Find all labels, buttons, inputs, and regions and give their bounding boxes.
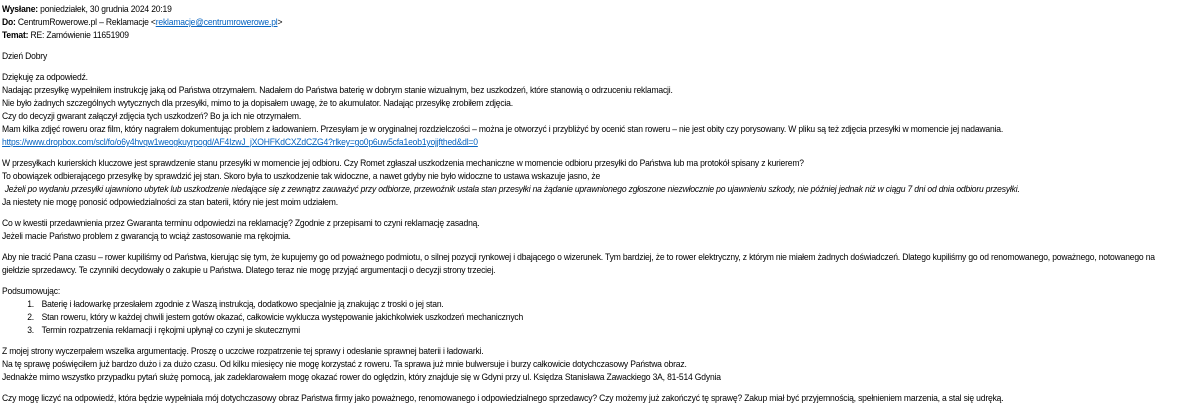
subject-header-line <box>2 29 1080 42</box>
subject-value: RE: Zamówienie 11651909 <box>28 30 129 41</box>
to-value-prefix: CentrumRowerowe.pl – Reklamacje < <box>15 17 156 28</box>
list-marker: 1. <box>27 299 34 310</box>
sent-header-line <box>2 3 1080 16</box>
to-label: Do: <box>2 17 16 28</box>
sent-value: poniedziałek, 30 grudnia 2024 20:19 <box>37 4 172 15</box>
body-line: Co w kwestii przedawnienia przez Gwaranta terminu odpowiedzi na reklamację? Zgodnie z przepisami to czyni reklamację zasadną. <box>2 218 480 229</box>
recipient-email-link[interactable]: reklamacje@centrumrowerowe.pl <box>155 17 278 28</box>
blank-line <box>2 384 1200 392</box>
blank-line <box>2 277 1200 285</box>
closing-line: Czy mogę liczyć na odpowiedź, która będzie wypełniała mój dotychczasowy obraz Państwa firmy jako poważnego, renomowanego i odpowiedzialnego sprzedawcy? Czy możemy już zakończyć tę sprawę? Zakup miał być przyjemnością, spełnieniem marzenia, a stal się udręką. <box>2 393 1004 404</box>
list-text: Baterię i ładowarkę przesłałem zgodnie z Waszą instrukcją, dodatkowo specjalnie ją znakując z troski o jej stan. <box>41 299 444 310</box>
to-value-suffix: > <box>277 17 283 28</box>
greeting: Dzień Dobry <box>2 51 48 62</box>
list-item <box>2 324 1080 337</box>
dropbox-link[interactable]: https://www.dropbox.com/scl/fo/o6y4hvqw1weogkuyrpogd/AF4IzwJ_jXOHFKdCXZdCZG4?rlkey=go0p6uw5cfa1eob1yojjfthed&dl=0 <box>2 137 478 148</box>
list-marker: 2. <box>27 312 34 323</box>
body-line: giełdzie sprzedawcy. Te czynniki decydowały o zakupie u Państwa. Dlatego teraz nie mogę przyjąć argumentacji o decyzji strony trzeciej. <box>2 265 496 276</box>
summary-heading: Podsumowując: <box>2 286 61 297</box>
body-line: Nadając przesyłkę wypełniłem instrukcję jaką od Państwa otrzymałem. Nadałem do Państwa baterię w dobrym stanie wizualnym, bez uszkodzeń, które stanowią o odrzuceniu reklamacji. <box>2 85 673 96</box>
body-line: Mam kilka zdjęć roweru oraz film, który nagrałem dokumentując problem z ładowaniem. Przesyłam je w oryginalnej rozdzielczości – można je otworzyć i przybliżyć by ocenić stan roweru – nie jest obity czy porysowany. W pliku są też zdjęcia przesyłki w momencie jej nadawania. <box>2 124 1004 135</box>
list-item <box>2 298 1080 311</box>
body-line: Aby nie tracić Pana czasu – rower kupiliśmy od Państwa, kierując się tym, że kupujemy go od poważnego podmiotu, o silnej pozycji rynkowej i dbającego o wizerunek. Tym bardziej, że to rower elektryczny, z którym nie miałem żadnych doświadczeń. Dlatego kupiliśmy go od renomowanego, poważnego, notowanego na <box>2 252 1155 263</box>
quoted-law-text: Jeżeli po wydaniu przesyłki ujawniono ubytek lub uszkodzenie niedające się z zewnątrz zauważyć przy odbiorze, przewoźnik ustala stan przesyłki na żądanie uprawnionego zgłoszone niezwłocznie po ujawnieniu szkody, nie później jednak niż w ciągu 7 dni od dnia odbioru przesyłki. <box>4 184 1020 195</box>
body-line: Z mojej strony wyczerpałem wszelka argumentację. Proszę o uczciwe rozpatrzenie tej sprawy i odesłanie sprawnej baterii i ładowarki. <box>2 346 484 357</box>
body-line: W przesyłkach kurierskich kluczowe jest sprawdzenie stanu przesyłki w momencie jej odbioru. Czy Romet zgłaszał uszkodzenia mechaniczne w momencie odbioru przesyłki do Państwa lub ma protokół spisany z kurierem? <box>2 158 804 169</box>
blank-line <box>2 42 1200 50</box>
blank-line <box>2 209 1200 217</box>
subject-label: Temat: <box>2 30 29 41</box>
blank-line <box>2 243 1200 251</box>
list-text: Stan roweru, który w każdej chwili jestem gotów okazać, całkowicie wyklucza występowanie jakichkolwiek uszkodzeń mechanicznych <box>41 312 524 323</box>
sent-label: Wysłane: <box>2 4 38 15</box>
blank-line <box>2 149 1200 157</box>
body-line: Dziękuję za odpowiedź. <box>2 72 88 83</box>
list-item <box>2 311 1080 324</box>
body-line: Nie było żadnych szczególnych wytycznych dla przesyłki, mimo to ja dopisałem uwagę, że to akumulator. Nadając przesyłkę zrobiłem zdjęcia. <box>2 98 513 109</box>
body-line: Jeżeli macie Państwo problem z gwarancją to wciąż zastosowanie ma rękojmia. <box>2 231 291 242</box>
blank-line <box>2 63 1200 71</box>
email-body <box>2 42 1200 405</box>
body-line: To obowiązek odbierającego przesyłkę by sprawdzić jej stan. Skoro była to uszkodzenie tak widoczne, a nawet gdyby nie było widoczne to ustawa wskazuje jasno, że <box>2 171 601 182</box>
body-line: Czy do decyzji gwarant załączył zdjęcia tych uszkodzeń? Bo ja ich nie otrzymałem. <box>2 111 302 122</box>
body-line: Na tę sprawę poświęciłem już bardzo dużo i za dużo czasu. Od kilku miesięcy nie mogę korzystać z roweru. Ta sprawa już mnie bulwersuje i burzy całkowicie dotychczasowy Państwa obraz. <box>2 359 687 370</box>
body-line: Jednakże mimo wszystko przypadku pytań służę pomocą, jak zadeklarowałem mogę okazać rower do oględzin, który znajduje się w Gdyni przy ul. Księdza Stanisława Zawackiego 3A, 81-514 Gdynia <box>2 372 721 383</box>
blank-line <box>2 337 1200 345</box>
list-marker: 3. <box>27 325 34 336</box>
body-line: Ja niestety nie mogę ponosić odpowiedzialności za stan baterii, który nie jest moim udziałem. <box>2 197 338 208</box>
list-text: Termin rozpatrzenia reklamacji i rękojmi upłynął co czyni je skutecznymi <box>41 325 300 336</box>
to-header-line <box>2 16 1080 29</box>
